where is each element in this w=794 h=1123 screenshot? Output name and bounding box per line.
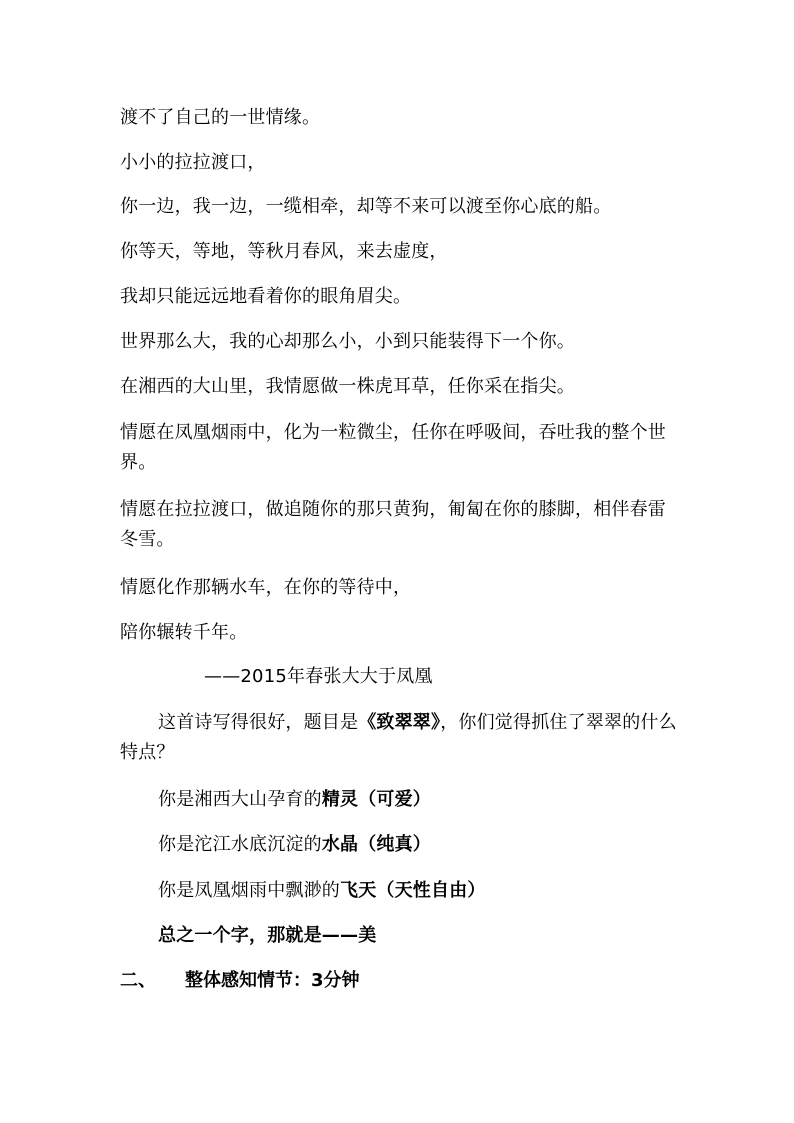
poem-line-11: 陪你辗转千年。 (120, 622, 248, 643)
summary-line: 总之一个字，那就是——美 (158, 925, 377, 946)
poem-line-8: 情愿在凤凰烟雨中，化为一粒微尘，任你在呼吸间，吞吐我的整个世界。 (120, 422, 666, 473)
question-title: 《致翠翠》 (358, 712, 441, 733)
poem-line-10: 情愿化作那辆水车，在你的等待中， (120, 577, 412, 598)
answer-2-prefix: 你是沱江水底沉淀的 (158, 834, 322, 855)
poem-line-2: 小小的拉拉渡口， (120, 152, 266, 173)
poem-line-6: 世界那么大，我的心却那么小，小到只能装得下一个你。 (120, 331, 575, 352)
answer-3 (158, 876, 680, 906)
answer-1-prefix: 你是湘西大山孕育的 (158, 789, 322, 810)
question-prefix: 这首诗写得很好，题目是 (158, 712, 359, 733)
poem-line-9: 情愿在拉拉渡口，做追随你的那只黄狗，匍匐在你的膝脚，相伴春雷冬雪。 (120, 499, 666, 550)
poem-line-4: 你等天，等地，等秋月春风，来去虚度， (120, 241, 448, 262)
discussion-question (120, 708, 680, 768)
poem-line-5: 我却只能远远地看着你的眼角眉尖。 (120, 286, 412, 307)
poem-line-7: 在湘西的大山里，我情愿做一株虎耳草，任你采在指尖。 (120, 376, 575, 397)
answer-1 (158, 785, 680, 815)
answer-2-bold: 水晶（纯真） (321, 834, 432, 855)
section-number: 二、 (120, 970, 156, 991)
poem-line-3: 你一边，我一边，一缆相牵，却等不来可以渡至你心底的船。 (120, 196, 612, 217)
answer-2 (158, 830, 680, 860)
question-suffix: ，你们觉得抓住了翠翠的什么特点？ (120, 712, 677, 763)
section-title: 整体感知情节：3分钟 (185, 970, 360, 991)
answer-3-bold: 飞天（天性自由） (340, 880, 486, 901)
answer-1-bold: 精灵（可爱） (321, 789, 432, 810)
answer-3-prefix: 你是凤凰烟雨中飘渺的 (158, 880, 340, 901)
poem-signature: ——2015年春张大大于凤凰 (204, 666, 433, 687)
poem-line-1: 渡不了自己的一世情缘。 (120, 107, 321, 128)
